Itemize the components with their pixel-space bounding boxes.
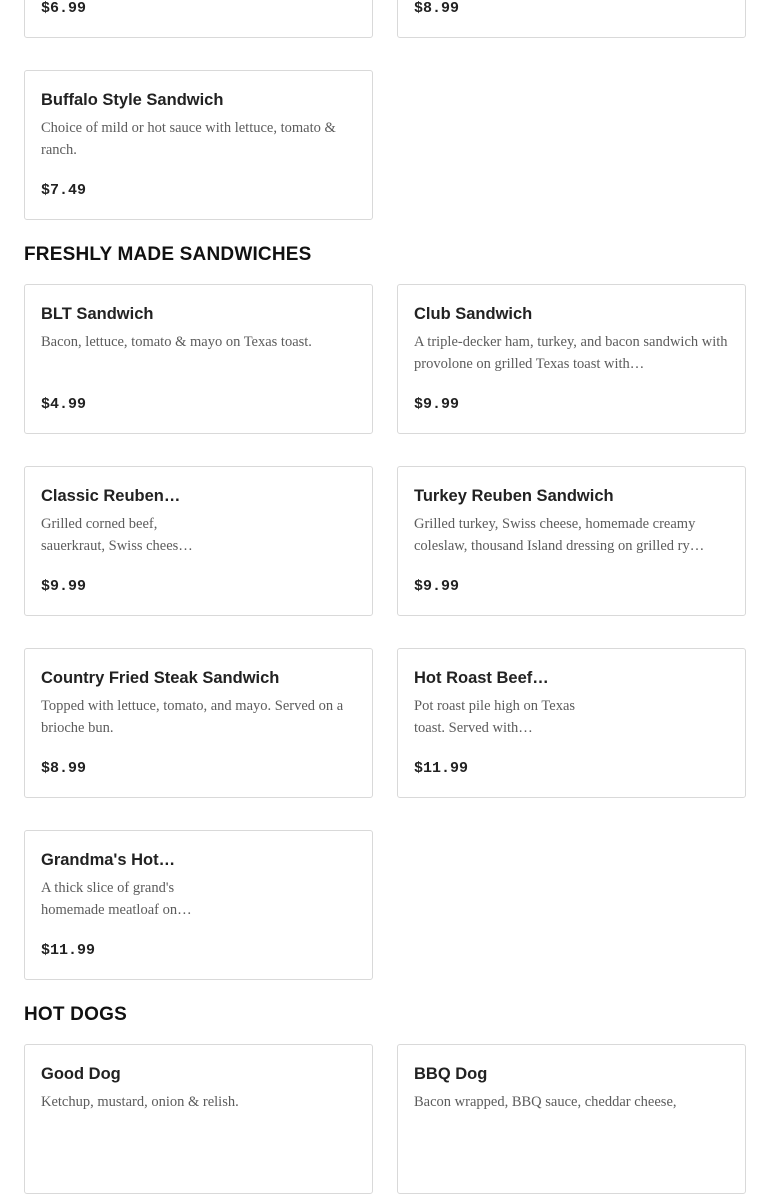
menu-item-card-classic-reuben[interactable] [24, 466, 373, 616]
menu-item-card-hot-roast-beef[interactable] [397, 648, 746, 798]
menu-item-card-turkey-reuben-sandwich[interactable] [397, 466, 746, 616]
menu-item-card[interactable] [24, 0, 373, 38]
item-price: $11.99 [414, 760, 469, 777]
item-price: $6.99 [41, 0, 87, 17]
item-price: $4.99 [41, 396, 87, 413]
menu-item-card-buffalo-style-sandwich[interactable] [24, 70, 373, 220]
section-heading-hot-dogs: HOT DOGS [24, 1004, 127, 1025]
item-price: $9.99 [414, 396, 460, 413]
item-name: Country Fried Steak Sandwich [41, 669, 280, 687]
item-name: BBQ Dog [414, 1065, 488, 1083]
item-price: $9.99 [414, 578, 460, 595]
item-name: Classic Reuben… [41, 487, 181, 505]
menu-item-card-good-dog[interactable] [24, 1044, 373, 1194]
item-name: Grandma's Hot… [41, 851, 176, 869]
item-description: Choice of mild or hot sauce with lettuce, tomato & ranch. [41, 120, 336, 158]
menu-item-card-bbq-dog[interactable] [397, 1044, 746, 1194]
item-description: A triple-decker ham, turkey, and bacon sandwich with provolone on grilled Texas toast with… [414, 334, 728, 372]
item-price: $7.49 [41, 182, 87, 199]
item-price: $9.99 [41, 578, 87, 595]
item-name: Buffalo Style Sandwich [41, 91, 224, 109]
item-name: Turkey Reuben Sandwich [414, 487, 614, 505]
item-description: Pot roast pile high on Texas toast. Served with… [414, 698, 576, 736]
item-description: Bacon wrapped, BBQ sauce, cheddar cheese, [414, 1094, 677, 1110]
menu-item-card-grandmas-hot[interactable] [24, 830, 373, 980]
item-name: Hot Roast Beef… [414, 669, 549, 687]
menu-item-card-club-sandwich[interactable] [397, 284, 746, 434]
item-name: Club Sandwich [414, 305, 533, 323]
item-name: BLT Sandwich [41, 305, 154, 323]
menu-item-card[interactable] [397, 0, 746, 38]
menu-item-card-blt-sandwich[interactable] [24, 284, 373, 434]
item-price: $8.99 [414, 0, 460, 17]
item-description: Ketchup, mustard, onion & relish. [41, 1094, 239, 1110]
item-description: Topped with lettuce, tomato, and mayo. Served on a brioche bun. [41, 698, 344, 736]
item-description: A thick slice of grand's homemade meatloaf on… [41, 880, 192, 918]
item-description: Grilled corned beef, sauerkraut, Swiss chees… [41, 516, 193, 554]
menu-item-card-country-fried-steak-sandwich[interactable] [24, 648, 373, 798]
item-price: $11.99 [41, 942, 96, 959]
item-name: Good Dog [41, 1065, 121, 1083]
section-heading-sandwiches: FRESHLY MADE SANDWICHES [24, 244, 312, 265]
item-description: Grilled turkey, Swiss cheese, homemade creamy coleslaw, thousand Island dressing on grilled ry… [414, 516, 705, 554]
item-price: $8.99 [41, 760, 87, 777]
item-description: Bacon, lettuce, tomato & mayo on Texas toast. [41, 334, 312, 350]
